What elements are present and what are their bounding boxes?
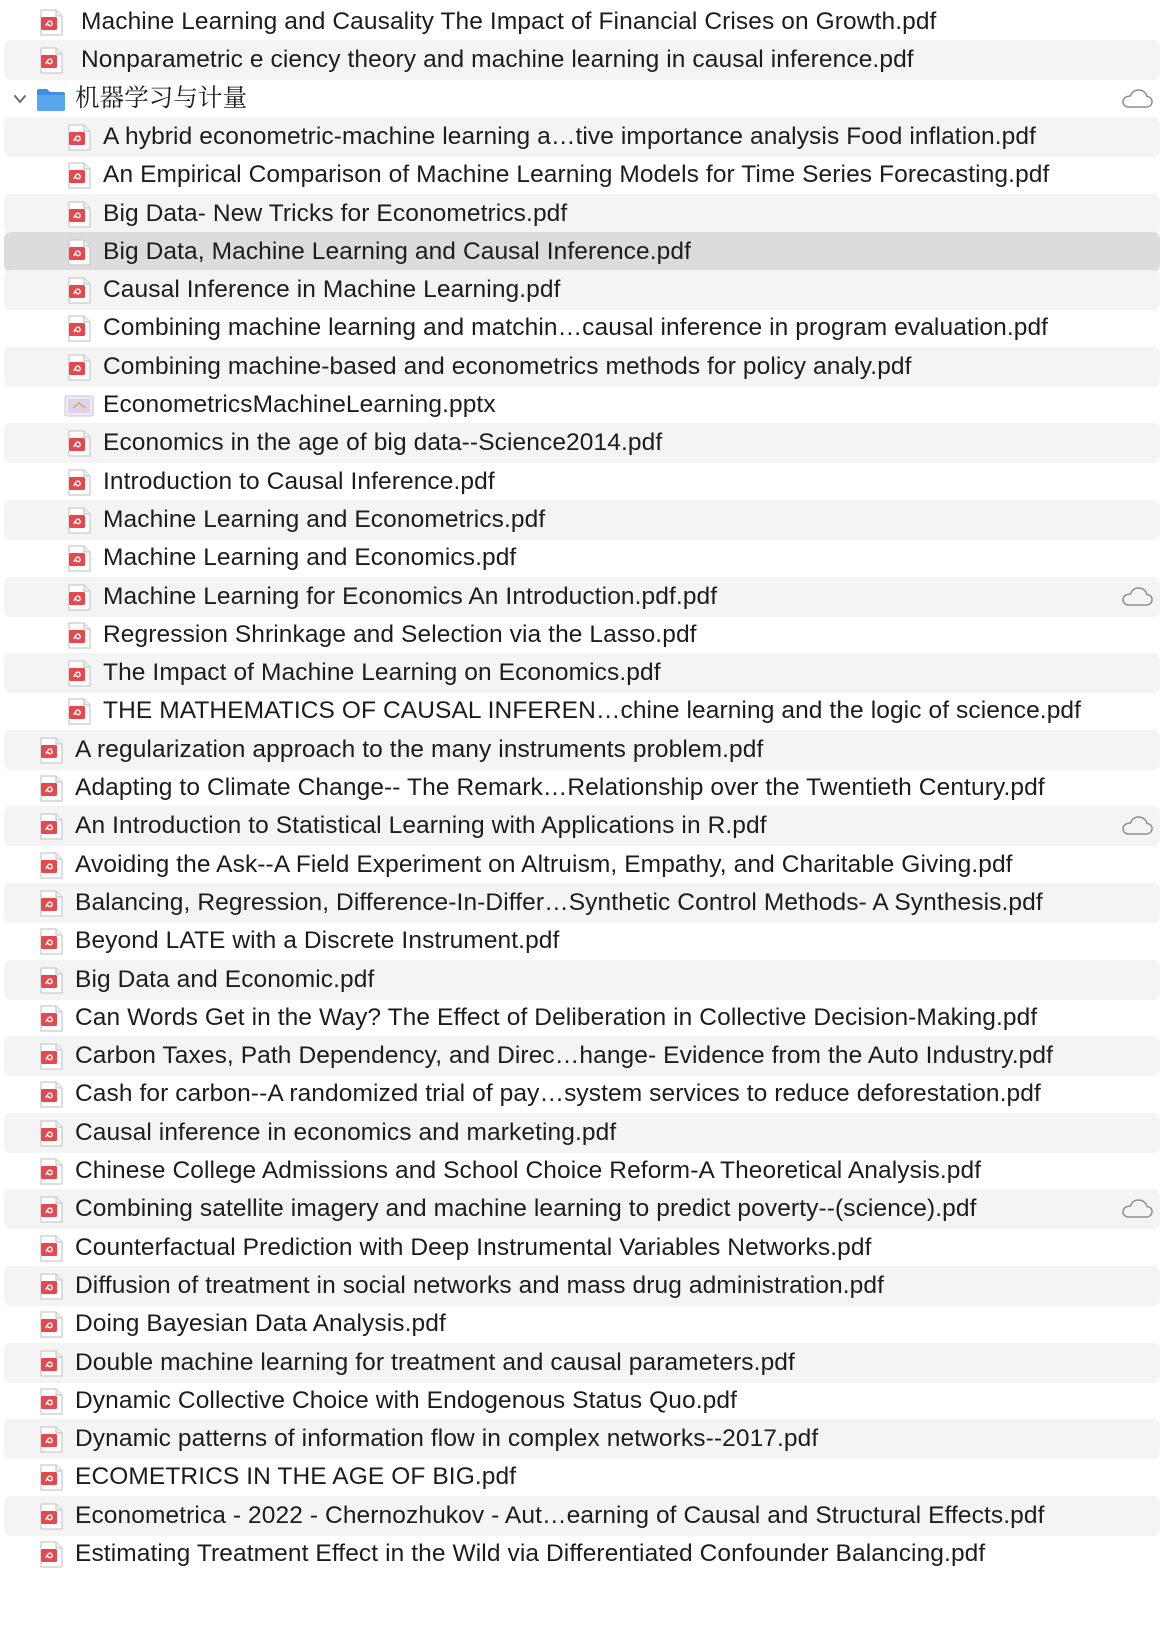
pdf-file-icon <box>66 162 92 189</box>
file-name: Big Data, Machine Learning and Causal Inference.pdf <box>103 237 692 265</box>
pdf-file-icon <box>38 737 64 764</box>
file-row[interactable] <box>4 845 1160 885</box>
file-name: The Impact of Machine Learning on Economics.pdf <box>103 659 661 687</box>
file-row[interactable] <box>4 1419 1160 1459</box>
pdf-file-icon <box>66 315 92 342</box>
pdf-file-icon <box>66 507 92 534</box>
cloud-icon <box>1120 1198 1154 1220</box>
folder-name: 机器学习与计量 <box>75 84 248 112</box>
pdf-file-icon <box>66 584 92 611</box>
pdf-file-icon <box>66 698 92 725</box>
file-name: EconometricsMachineLearning.pptx <box>103 391 496 418</box>
pdf-file-icon <box>38 852 64 879</box>
file-row[interactable] <box>4 921 1160 961</box>
cloud-icon <box>1120 88 1154 110</box>
file-row[interactable] <box>4 1228 1160 1268</box>
file-name: Causal inference in economics and marketing.pdf <box>75 1118 617 1146</box>
file-row[interactable] <box>4 960 1160 1000</box>
pdf-file-icon <box>66 354 92 381</box>
file-row[interactable] <box>4 653 1160 693</box>
file-row[interactable] <box>4 883 1160 923</box>
file-name: Regression Shrinkage and Selection via the Lasso.pdf <box>103 620 697 648</box>
pdf-file-icon <box>38 1081 64 1108</box>
file-name: Machine Learning and Economics.pdf <box>103 544 517 572</box>
file-name: Introduction to Causal Inference.pdf <box>103 467 495 495</box>
pdf-file-icon <box>66 201 92 228</box>
pdf-file-icon <box>66 545 92 572</box>
file-row[interactable] <box>4 385 1160 425</box>
file-row[interactable] <box>4 1534 1160 1574</box>
file-name: Economics in the age of big data--Science2014.pdf <box>103 429 663 457</box>
file-name: Doing Bayesian Data Analysis.pdf <box>75 1310 446 1338</box>
file-row[interactable] <box>4 308 1160 348</box>
file-row[interactable] <box>4 155 1160 195</box>
file-row[interactable] <box>4 577 1160 617</box>
file-row[interactable] <box>4 1113 1160 1153</box>
file-row[interactable] <box>4 1074 1160 1114</box>
file-name: Adapting to Climate Change-- The Remark…Relationship over the Twentieth Century.pdf <box>75 774 1045 801</box>
pdf-file-icon <box>38 1388 64 1415</box>
pdf-file-icon <box>66 469 92 496</box>
file-row[interactable] <box>4 232 1160 272</box>
file-name: Combining machine learning and matchin…causal inference in program evaluation.pdf <box>103 314 1049 342</box>
pdf-file-icon <box>38 967 64 994</box>
pdf-file-icon <box>66 622 92 649</box>
file-row[interactable] <box>4 194 1160 234</box>
file-row[interactable] <box>4 1343 1160 1383</box>
file-name: Chinese College Admissions and School Choice Reform-A Theoretical Analysis.pdf <box>75 1157 982 1184</box>
file-name: An Empirical Comparison of Machine Learning Models for Time Series Forecasting.pdf <box>103 161 1050 189</box>
file-row[interactable] <box>4 691 1160 731</box>
folder-icon <box>36 86 66 113</box>
pdf-file-icon <box>38 1426 64 1453</box>
file-name: Dynamic patterns of information flow in complex networks--2017.pdf <box>75 1425 819 1453</box>
pdf-file-icon <box>38 1273 64 1300</box>
file-row[interactable] <box>4 347 1160 387</box>
file-name: Carbon Taxes, Path Dependency, and Direc…hange- Evidence from the Auto Industry.pdf <box>75 1042 1053 1070</box>
file-name: Double machine learning for treatment and causal parameters.pdf <box>75 1348 795 1376</box>
pdf-file-icon <box>38 1503 64 1530</box>
file-row[interactable] <box>4 1304 1160 1344</box>
pdf-file-icon <box>38 1043 64 1070</box>
pdf-file-icon <box>38 1235 64 1262</box>
file-name: A regularization approach to the many instruments problem.pdf <box>75 735 764 763</box>
file-name: Machine Learning for Economics An Introduction.pdf.pdf <box>103 582 718 610</box>
file-row[interactable] <box>4 462 1160 502</box>
file-name: Big Data and Economic.pdf <box>75 965 375 993</box>
file-name: Combining satellite imagery and machine learning to predict poverty--(science).pdf <box>75 1195 977 1223</box>
file-row[interactable] <box>4 40 1160 80</box>
file-row[interactable] <box>4 615 1160 655</box>
file-name: THE MATHEMATICS OF CAUSAL INFEREN…chine learning and the logic of science.pdf <box>103 697 1082 725</box>
file-name: Dynamic Collective Choice with Endogenous Status Quo.pdf <box>75 1386 738 1414</box>
pdf-file-icon <box>38 928 64 955</box>
file-name: Nonparametric e ciency theory and machine learning in causal inference.pdf <box>81 46 914 74</box>
file-row[interactable] <box>4 538 1160 578</box>
pdf-file-icon <box>38 1005 64 1032</box>
file-name: Econometrica - 2022 - Chernozhukov - Aut…earning of Causal and Structural Effects.pdf <box>75 1501 1045 1529</box>
pdf-file-icon <box>38 813 64 840</box>
file-name: Can Words Get in the Way? The Effect of Deliberation in Collective Decision-Making.pdf <box>75 1003 1038 1031</box>
file-row[interactable] <box>4 998 1160 1038</box>
file-name: Machine Learning and Econometrics.pdf <box>103 505 546 533</box>
file-name: Combining machine-based and econometrics methods for policy analy.pdf <box>103 352 912 380</box>
pdf-file-icon <box>38 1158 64 1185</box>
pdf-file-icon <box>38 1464 64 1491</box>
file-row[interactable] <box>4 806 1160 846</box>
pdf-file-icon <box>38 1120 64 1147</box>
file-row[interactable] <box>4 117 1160 157</box>
file-row[interactable] <box>4 1151 1160 1191</box>
file-row[interactable] <box>4 730 1160 770</box>
pdf-file-icon <box>38 1541 64 1568</box>
cloud-icon <box>1120 586 1154 608</box>
pdf-file-icon <box>66 430 92 457</box>
pptx-file-icon <box>64 392 94 419</box>
file-row[interactable] <box>4 1036 1160 1076</box>
file-row[interactable] <box>4 270 1160 310</box>
file-row[interactable] <box>4 1457 1160 1497</box>
pdf-file-icon <box>66 124 92 151</box>
file-name: Cash for carbon--A randomized trial of pay…system services to reduce deforestation.pdf <box>75 1080 1041 1108</box>
pdf-file-icon <box>66 660 92 687</box>
file-row[interactable] <box>4 500 1160 540</box>
pdf-file-icon <box>38 890 64 917</box>
file-row[interactable] <box>4 2 1160 42</box>
file-row[interactable] <box>4 1496 1160 1536</box>
pdf-file-icon <box>38 775 64 802</box>
file-name: ECOMETRICS IN THE AGE OF BIG.pdf <box>75 1463 517 1491</box>
pdf-file-icon <box>66 277 92 304</box>
file-name: An Introduction to Statistical Learning with Applications in R.pdf <box>75 812 767 840</box>
chevron-down-icon[interactable] <box>12 91 28 107</box>
file-row[interactable] <box>4 423 1160 463</box>
folder-row[interactable] <box>4 79 1160 119</box>
pdf-file-icon <box>66 239 92 266</box>
pdf-file-icon <box>38 1196 64 1223</box>
file-row[interactable] <box>4 1381 1160 1421</box>
file-name: Causal Inference in Machine Learning.pdf <box>103 276 561 304</box>
file-name: Machine Learning and Causality The Impact of Financial Crises on Growth.pdf <box>81 8 937 35</box>
file-row[interactable] <box>4 1189 1160 1229</box>
pdf-file-icon <box>38 47 64 74</box>
file-name: Balancing, Regression, Difference-In-Differ…Synthetic Control Methods- A Synthesis.pdf <box>75 888 1043 916</box>
pdf-file-icon <box>38 1350 64 1377</box>
file-row[interactable] <box>4 768 1160 808</box>
pdf-file-icon <box>38 9 64 36</box>
file-name: Avoiding the Ask--A Field Experiment on Altruism, Empathy, and Charitable Giving.pdf <box>75 850 1013 878</box>
file-name: Beyond LATE with a Discrete Instrument.pdf <box>75 927 560 955</box>
file-name: Big Data- New Tricks for Econometrics.pdf <box>103 199 568 227</box>
file-name: A hybrid econometric-machine learning a…tive importance analysis Food inflation.pdf <box>103 122 1036 150</box>
file-name: Counterfactual Prediction with Deep Instrumental Variables Networks.pdf <box>75 1233 872 1261</box>
file-row[interactable] <box>4 1266 1160 1306</box>
cloud-icon <box>1120 815 1154 837</box>
file-name: Diffusion of treatment in social networks and mass drug administration.pdf <box>75 1271 885 1299</box>
file-name: Estimating Treatment Effect in the Wild via Differentiated Confounder Balancing.pdf <box>75 1540 986 1567</box>
pdf-file-icon <box>38 1311 64 1338</box>
